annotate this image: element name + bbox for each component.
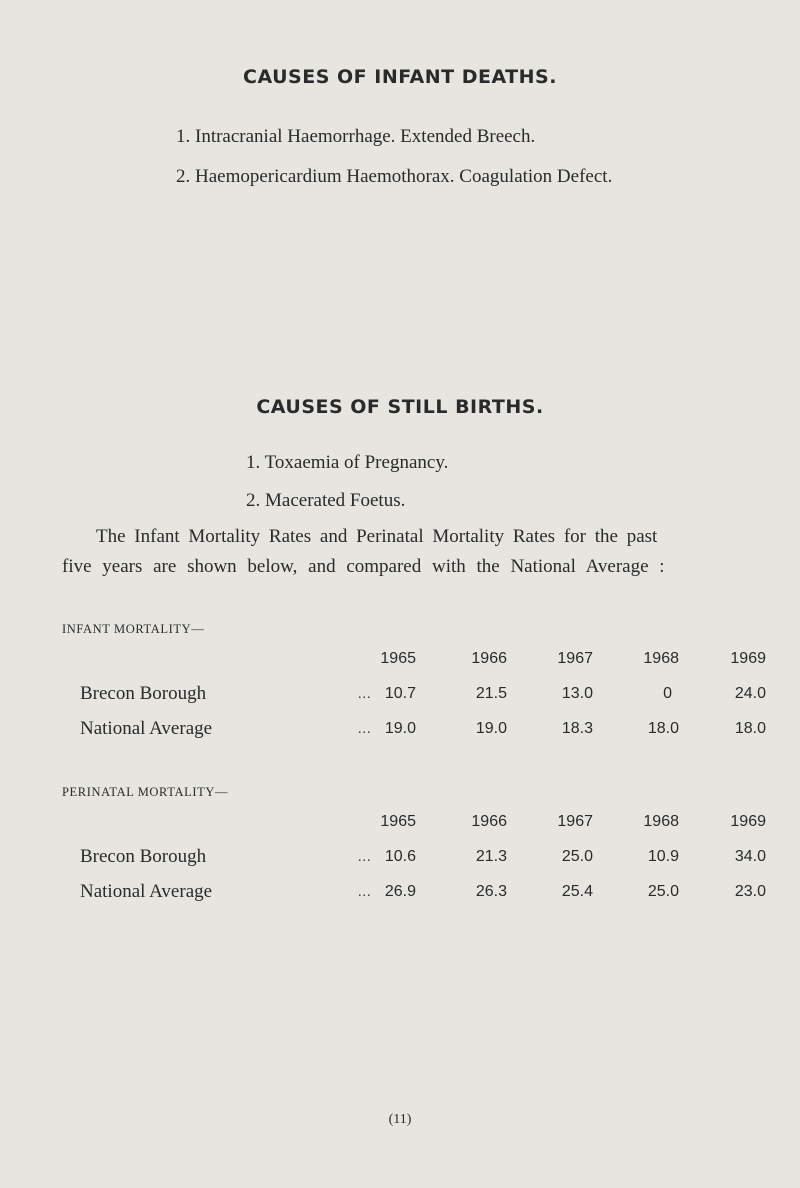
intro-line-1: The Infant Mortality Rates and Perinatal Mortality Rates for the past — [96, 526, 658, 547]
value-cell: 18.0 — [734, 720, 766, 737]
value-cell: 25.0 — [561, 848, 593, 865]
intro-line-2: five years are shown below, and compared with the National Average : — [62, 556, 665, 577]
leader-dots: ... — [358, 885, 372, 900]
value-cell: 18.3 — [561, 720, 593, 737]
row-label: Brecon Borough — [80, 683, 207, 704]
value-cell: 10.6 — [384, 848, 416, 865]
value-cell: 34.0 — [734, 848, 766, 865]
year-header: 1967 — [557, 813, 593, 830]
value-cell: 10.9 — [647, 848, 679, 865]
perinatal-mortality-label: PERINATAL MORTALITY— — [62, 785, 229, 799]
value-cell: 25.0 — [647, 883, 679, 900]
value-cell: 19.0 — [475, 720, 507, 737]
year-header: 1968 — [643, 650, 679, 667]
year-header: 1965 — [380, 650, 416, 667]
infant-mortality-label: INFANT MORTALITY— — [62, 622, 205, 636]
still-birth-cause-1: 1. Toxaemia of Pregnancy. — [246, 452, 449, 473]
year-header: 1969 — [730, 813, 766, 830]
value-cell: 24.0 — [734, 685, 766, 702]
year-header: 1968 — [643, 813, 679, 830]
year-header: 1967 — [557, 650, 593, 667]
row-label: Brecon Borough — [80, 846, 207, 867]
infant-death-cause-1: 1. Intracranial Haemorrhage. Extended Breech. — [176, 126, 536, 147]
year-header: 1969 — [730, 650, 766, 667]
infant-deaths-heading: CAUSES OF INFANT DEATHS. — [243, 66, 557, 88]
page-number: (11) — [388, 1112, 412, 1127]
year-header: 1965 — [380, 813, 416, 830]
value-cell: 23.0 — [734, 883, 766, 900]
still-births-heading: CAUSES OF STILL BIRTHS. — [256, 396, 544, 418]
still-birth-cause-2: 2. Macerated Foetus. — [246, 490, 406, 511]
value-cell: 13.0 — [561, 685, 593, 702]
row-label: National Average — [80, 718, 213, 739]
value-cell: 21.5 — [475, 685, 507, 702]
leader-dots: ... — [358, 687, 372, 702]
year-header: 1966 — [471, 813, 507, 830]
value-cell: 18.0 — [647, 720, 679, 737]
value-cell: 0 — [663, 685, 672, 702]
value-cell: 25.4 — [561, 883, 593, 900]
value-cell: 21.3 — [475, 848, 507, 865]
value-cell: 10.7 — [384, 685, 416, 702]
value-cell: 26.3 — [475, 883, 507, 900]
infant-death-cause-2: 2. Haemopericardium Haemothorax. Coagulation Defect. — [176, 166, 613, 187]
leader-dots: ... — [358, 722, 372, 737]
year-header: 1966 — [471, 650, 507, 667]
leader-dots: ... — [358, 850, 372, 865]
row-label: National Average — [80, 881, 213, 902]
value-cell: 26.9 — [384, 883, 416, 900]
value-cell: 19.0 — [384, 720, 416, 737]
